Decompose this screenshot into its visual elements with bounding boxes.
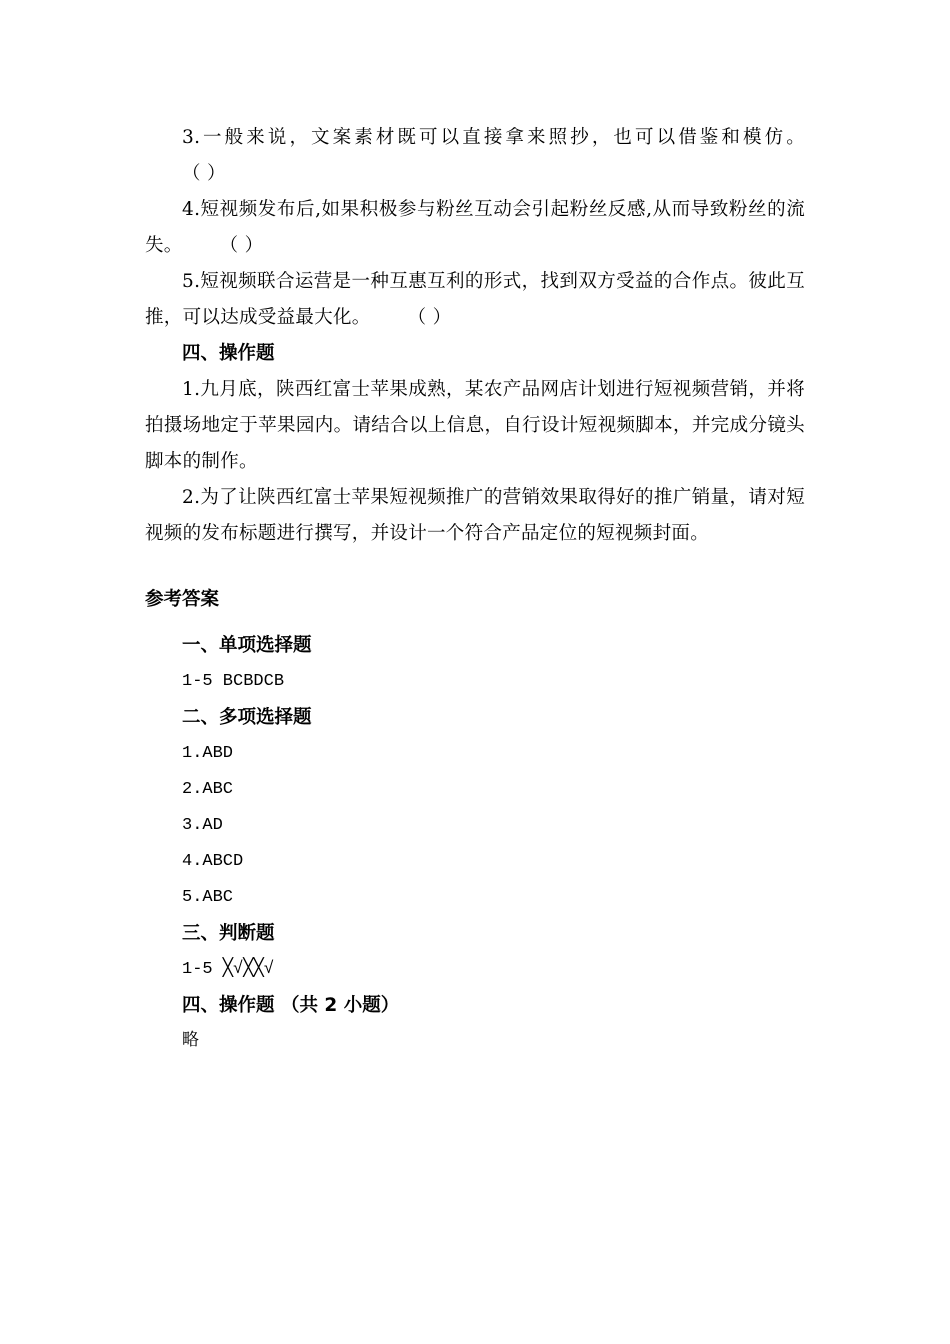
answer-multiple-choice-5: 5.ABC [182,888,234,907]
answers-heading-true-false: 三、判断题 [182,923,275,944]
operation-question-1: 1.九月底，陕西红富士苹果成熟，某农产品网店计划进行短视频营销，并将拍摄场地定于苹果园内。请结合以上信息，自行设计短视频脚本，并完成分镜头脚本的制作。 [145,379,805,472]
tf-question-5: 5.短视频联合运营是一种互惠互利的形式，找到双方受益的合作点。彼此互推，可以达成受益最大化。 （ ） [145,264,805,336]
answer-multiple-choice-2: 2.ABC [182,780,234,799]
answers-list [145,628,805,1060]
section-heading-operations: 四、操作题 [182,343,275,364]
operation-question-2: 2.为了让陕西红富士苹果短视频推广的营销效果取得好的推广销量，请对短视频的发布标题进行撰写，并设计一个符合产品定位的短视频封面。 [145,487,805,544]
answer-blank: （ ） [219,235,264,256]
answer-multiple-choice-4: 4.ABCD [182,852,244,871]
answers-title: 参考答案 [145,589,220,610]
tf-question-3: 3.一般来说，文案素材既可以直接拿来照抄，也可以借鉴和模仿。（ ） [145,120,805,192]
answers-heading-multiple-choice: 二、多项选择题 [182,707,312,728]
answers-heading-single-choice: 一、单项选择题 [182,635,312,656]
answer-operations: 略 [182,1032,199,1051]
answer-multiple-choice-1: 1.ABD [182,744,234,763]
reference-answers [145,582,805,618]
answer-blank: （ ） [182,163,226,184]
answers-heading-operations: 四、操作题 （共 2 小题） [182,995,400,1016]
answer-blank: （ ） [407,307,452,328]
answer-true-false: 1-5 ╳√╳╳√ [182,960,274,979]
answer-single-choice: 1-5 BCBDCB [182,672,285,691]
answer-multiple-choice-3: 3.AD [182,816,223,835]
tf-question-4: 4.短视频发布后,如果积极参与粉丝互动会引起粉丝反感,从而导致粉丝的流失。 （ ） [145,192,805,264]
true-false-questions [145,120,805,552]
